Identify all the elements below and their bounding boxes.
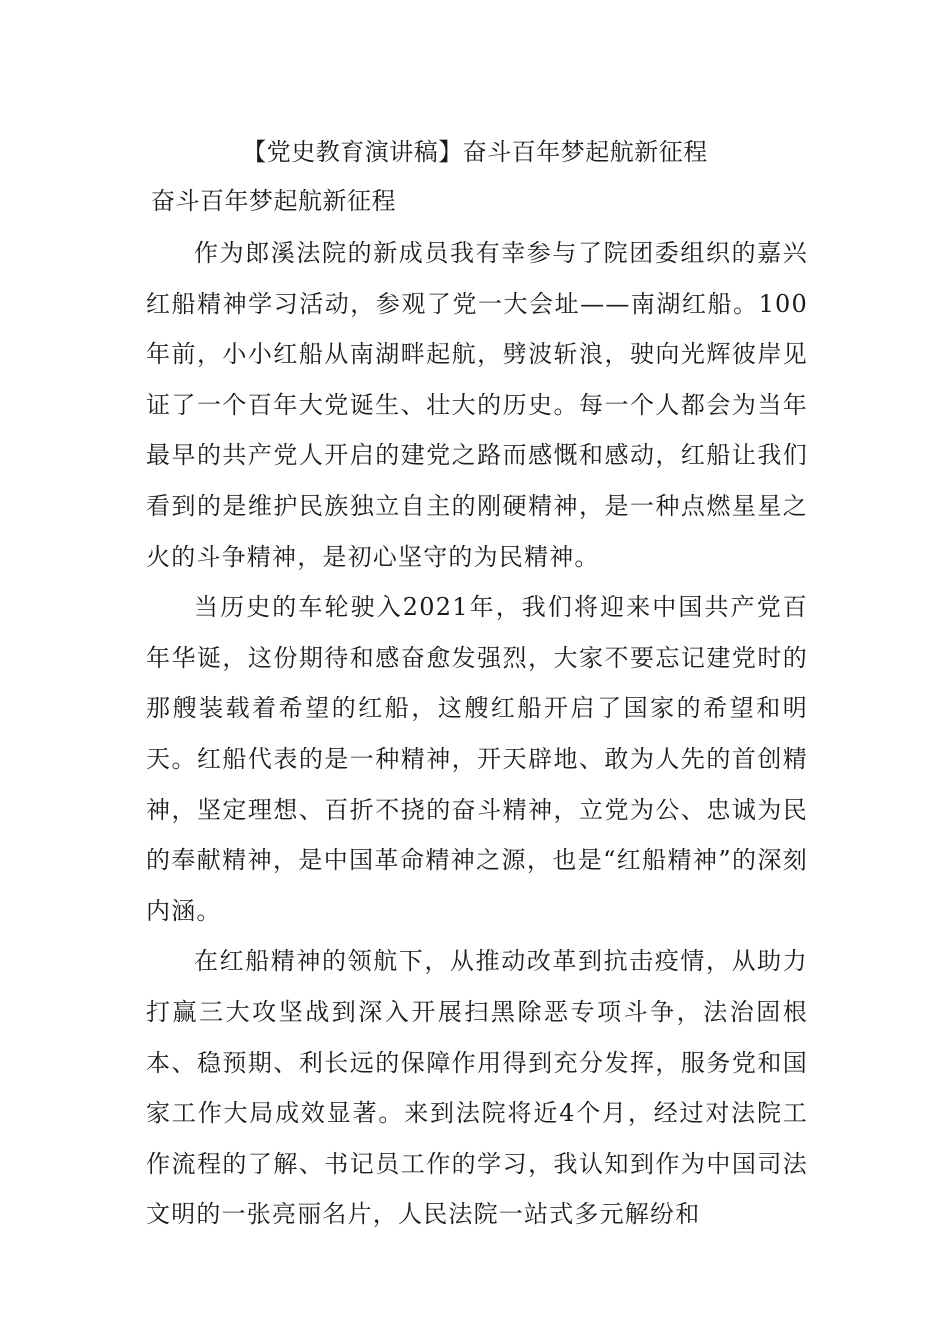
document-body — [146, 228, 808, 1240]
document-title: 【党史教育演讲稿】奋斗百年梦起航新征程 — [242, 138, 708, 166]
document-subtitle: 奋斗百年梦起航新征程 — [151, 187, 396, 215]
paragraph-2: 当历史的车轮驶入2021年，我们将迎来中国共产党百年华诞，这份期待和感奋愈发强烈，大家不要忘记建党时的那艘装载着希望的红船，这艘红船开启了国家的希望和明天。红船代表的是一种精神，开天辟地、敢为人先的首创精神，坚定理想、百折不挠的奋斗精神，立党为公、忠诚为民的奉献精神，是中国革命精神之源，也是“红船精神”的深刻内涵。 — [146, 593, 808, 925]
paragraph-1: 作为郎溪法院的新成员我有幸参与了院团委组织的嘉兴红船精神学习活动，参观了党一大会址——南湖红船。100年前，小小红船从南湖畔起航，劈波斩浪，驶向光辉彼岸见证了一个百年大党诞生、壮大的历史。每一个人都会为当年最早的共产党人开启的建党之路而感慨和感动，红船让我们看到的是维护民族独立自主的刚硬精神，是一种点燃星星之火的斗争精神，是初心坚守的为民精神。 — [146, 239, 808, 571]
paragraph-3: 在红船精神的领航下，从推动改革到抗击疫情，从助力打赢三大攻坚战到深入开展扫黑除恶专项斗争，法治固根本、稳预期、利长远的保障作用得到充分发挥，服务党和国家工作大局成效显著。来到法院将近4个月，经过对法院工作流程的了解、书记员工作的学习，我认知到作为中国司法文明的一张亮丽名片，人民法院一站式多元解纷和 — [146, 947, 808, 1229]
